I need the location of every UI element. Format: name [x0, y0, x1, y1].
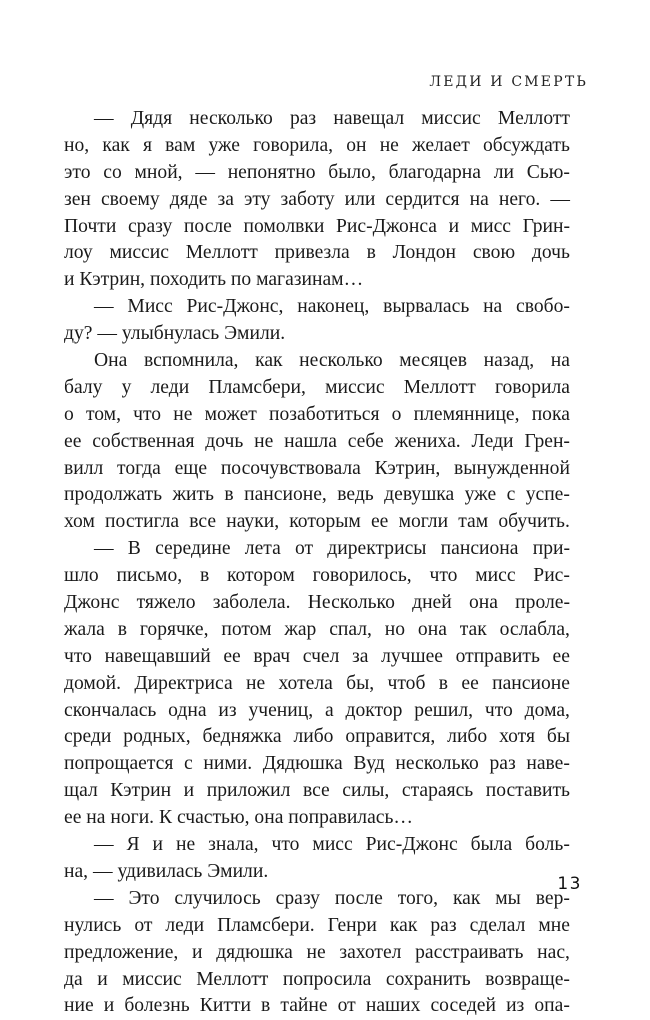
text-line: домой. Директриса не хотела бы, чтоб в ее пансионе [64, 672, 570, 694]
text-line: нулись от леди Пламсбери. Генри как раз сделал мне [64, 914, 570, 936]
text-line: попрощается с ними. Дядюшка Вуд несколько раз наве- [64, 753, 570, 775]
text-line: жала в горячке, потом жар спал, но она так ослабла, [64, 618, 570, 640]
text-line: ее собственная дочь не нашла себе жениха. Леди Грен- [64, 430, 570, 452]
text-line: среди родных, бедняжка либо оправится, либо хотя бы [64, 726, 570, 748]
text-line: щал Кэтрин и приложил все силы, стараясь поставить [64, 780, 570, 802]
page-number: 13 [557, 874, 582, 894]
text-line: на, — удивилась Эмили. [64, 860, 269, 882]
text-line: — Это случилось сразу после того, как мы вер- [94, 887, 570, 909]
text-line: балу у леди Пламсбери, миссис Меллотт говорила [64, 376, 570, 398]
text-line: но, как я вам уже говорила, он не желает обсуждать [64, 134, 570, 156]
text-line: зен своему дяде за эту заботу или сердится на него. — [64, 188, 570, 210]
text-line: ду? — улыбнулась Эмили. [64, 323, 286, 345]
text-line: предложение, и дядюшка не захотел расстраивать нас, [64, 941, 570, 963]
text-line: Она вспомнила, как несколько месяцев назад, на [94, 350, 570, 372]
body-text [64, 106, 570, 1020]
text-line: вилл тогда еще посочувствовала Кэтрин, вынужденной [64, 457, 570, 479]
text-line: — Я и не знала, что мисс Рис-Джонс была боль- [94, 834, 570, 856]
text-line: ее на ноги. К счастью, она поправилась… [64, 807, 414, 829]
text-line: Почти сразу после помолвки Рис-Джонса и мисс Грин- [64, 215, 570, 237]
text-line: о том, что не может позаботиться о племяннице, пока [64, 403, 570, 425]
text-line: да и миссис Меллотт попросила сохранить возвраще- [64, 968, 570, 990]
text-line: что навещавший ее врач счел за лучшее отправить ее [64, 645, 570, 667]
text-line: и Кэтрин, походить по магазинам… [64, 269, 364, 291]
text-line: — В середине лета от директрисы пансиона при- [94, 538, 570, 560]
running-head: ЛЕДИ И СМЕРТЬ [429, 74, 588, 90]
text-line: — Мисс Рис-Джонс, наконец, вырвалась на свобо- [94, 296, 570, 318]
text-line: ние и болезнь Китти в тайне от наших соседей из опа- [64, 995, 570, 1017]
text-line: скончалась одна из учениц, а доктор решил, что дома, [64, 699, 570, 721]
text-line: лоу миссис Меллотт привезла в Лондон свою дочь [64, 242, 570, 264]
text-line: Джонс тяжело заболела. Несколько дней она проле- [64, 592, 570, 614]
text-line: шло письмо, в котором говорилось, что мисс Рис- [64, 565, 570, 587]
text-line: это со мной, — непонятно было, благодарна ли Сью- [64, 161, 570, 183]
text-line: хом постигла все науки, которым ее могли там обучить. [64, 511, 570, 533]
text-line: — Дядя несколько раз навещал миссис Меллотт [94, 108, 570, 129]
text-line: продолжать жить в пансионе, ведь девушка уже с успе- [64, 484, 570, 506]
